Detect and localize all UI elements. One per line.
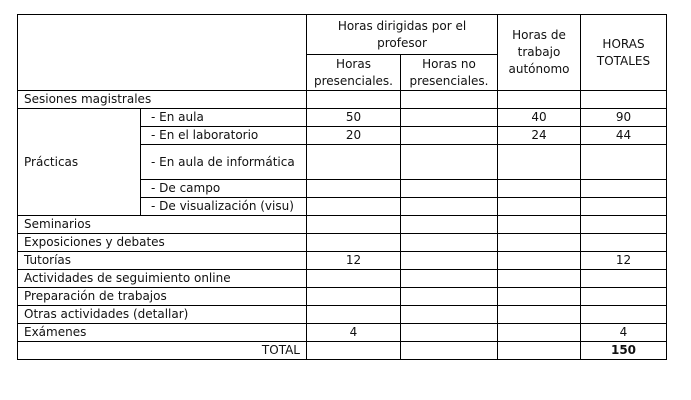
cell-autonomo: 40: [498, 109, 581, 127]
cell-empty: [498, 234, 581, 252]
cell-empty: [307, 288, 401, 306]
cell-empty: [401, 306, 498, 324]
cell-empty: [307, 216, 401, 234]
cell-empty: [401, 145, 498, 180]
row-label-seminarios: Seminarios: [18, 216, 307, 234]
cell-empty: [401, 198, 498, 216]
table-row: [18, 216, 667, 234]
table-row: [18, 252, 667, 270]
cell-empty: [581, 91, 667, 109]
row-label-visualizacion: - De visualización (visu): [141, 198, 307, 216]
table-row: [18, 324, 667, 342]
cell-empty: [401, 342, 498, 360]
cell-empty: [307, 234, 401, 252]
cell-empty: [581, 180, 667, 198]
cell-empty: [581, 145, 667, 180]
cell-empty: [581, 288, 667, 306]
cell-empty: [401, 288, 498, 306]
cell-empty: [498, 324, 581, 342]
cell-empty: [581, 270, 667, 288]
cell-empty: [498, 342, 581, 360]
row-label-practicas: Prácticas: [18, 109, 141, 216]
cell-empty: [401, 91, 498, 109]
cell-empty: [498, 198, 581, 216]
cell-empty: [498, 145, 581, 180]
cell-empty: [498, 91, 581, 109]
table-row: [18, 234, 667, 252]
row-label-informatica: - En aula de informática: [141, 145, 307, 180]
header-dirigidas: Horas dirigidas por el profesor: [307, 15, 498, 55]
cell-empty: [498, 180, 581, 198]
cell-empty: [498, 216, 581, 234]
cell-total: 12: [581, 252, 667, 270]
row-label-otras: Otras actividades (detallar): [18, 306, 307, 324]
cell-empty: [581, 306, 667, 324]
table-row: [18, 109, 667, 127]
cell-empty: [401, 216, 498, 234]
cell-empty: [307, 342, 401, 360]
cell-empty: [498, 252, 581, 270]
row-label-sesiones: Sesiones magistrales: [18, 91, 307, 109]
cell-empty: [307, 306, 401, 324]
cell-empty: [307, 180, 401, 198]
cell-empty: [307, 91, 401, 109]
row-label-campo: - De campo: [141, 180, 307, 198]
cell-presenciales: 20: [307, 127, 401, 145]
cell-empty: [401, 234, 498, 252]
table-row: [18, 270, 667, 288]
cell-empty: [307, 145, 401, 180]
cell-empty: [581, 234, 667, 252]
row-label-exposiciones: Exposiciones y debates: [18, 234, 307, 252]
cell-empty: [401, 270, 498, 288]
header-empty-cell: [18, 15, 307, 91]
cell-empty: [307, 198, 401, 216]
row-label-online: Actividades de seguimiento online: [18, 270, 307, 288]
header-no-presenciales: Horas no presenciales.: [401, 55, 498, 91]
cell-empty: [401, 127, 498, 145]
cell-total: 4: [581, 324, 667, 342]
cell-total: 90: [581, 109, 667, 127]
row-label-laboratorio: - En el laboratorio: [141, 127, 307, 145]
total-row: [18, 342, 667, 360]
row-label-en-aula: - En aula: [141, 109, 307, 127]
cell-presenciales: 4: [307, 324, 401, 342]
cell-empty: [581, 216, 667, 234]
total-value: 150: [581, 342, 667, 360]
header-autonomo: Horas de trabajo autónomo: [498, 15, 581, 91]
row-label-examenes: Exámenes: [18, 324, 307, 342]
table-row: [18, 91, 667, 109]
cell-empty: [498, 306, 581, 324]
cell-empty: [401, 252, 498, 270]
cell-empty: [498, 270, 581, 288]
cell-empty: [581, 198, 667, 216]
cell-empty: [401, 109, 498, 127]
hours-distribution-table: [17, 14, 667, 360]
cell-presenciales: 50: [307, 109, 401, 127]
cell-empty: [307, 270, 401, 288]
cell-empty: [401, 324, 498, 342]
header-row: [18, 15, 667, 55]
header-presenciales: Horas presenciales.: [307, 55, 401, 91]
cell-autonomo: 24: [498, 127, 581, 145]
cell-presenciales: 12: [307, 252, 401, 270]
total-label: TOTAL: [18, 342, 307, 360]
row-label-trabajos: Preparación de trabajos: [18, 288, 307, 306]
table-row: [18, 306, 667, 324]
header-totales: HORAS TOTALES: [581, 15, 667, 91]
cell-total: 44: [581, 127, 667, 145]
cell-empty: [498, 288, 581, 306]
row-label-tutorias: Tutorías: [18, 252, 307, 270]
cell-empty: [401, 180, 498, 198]
table-row: [18, 288, 667, 306]
